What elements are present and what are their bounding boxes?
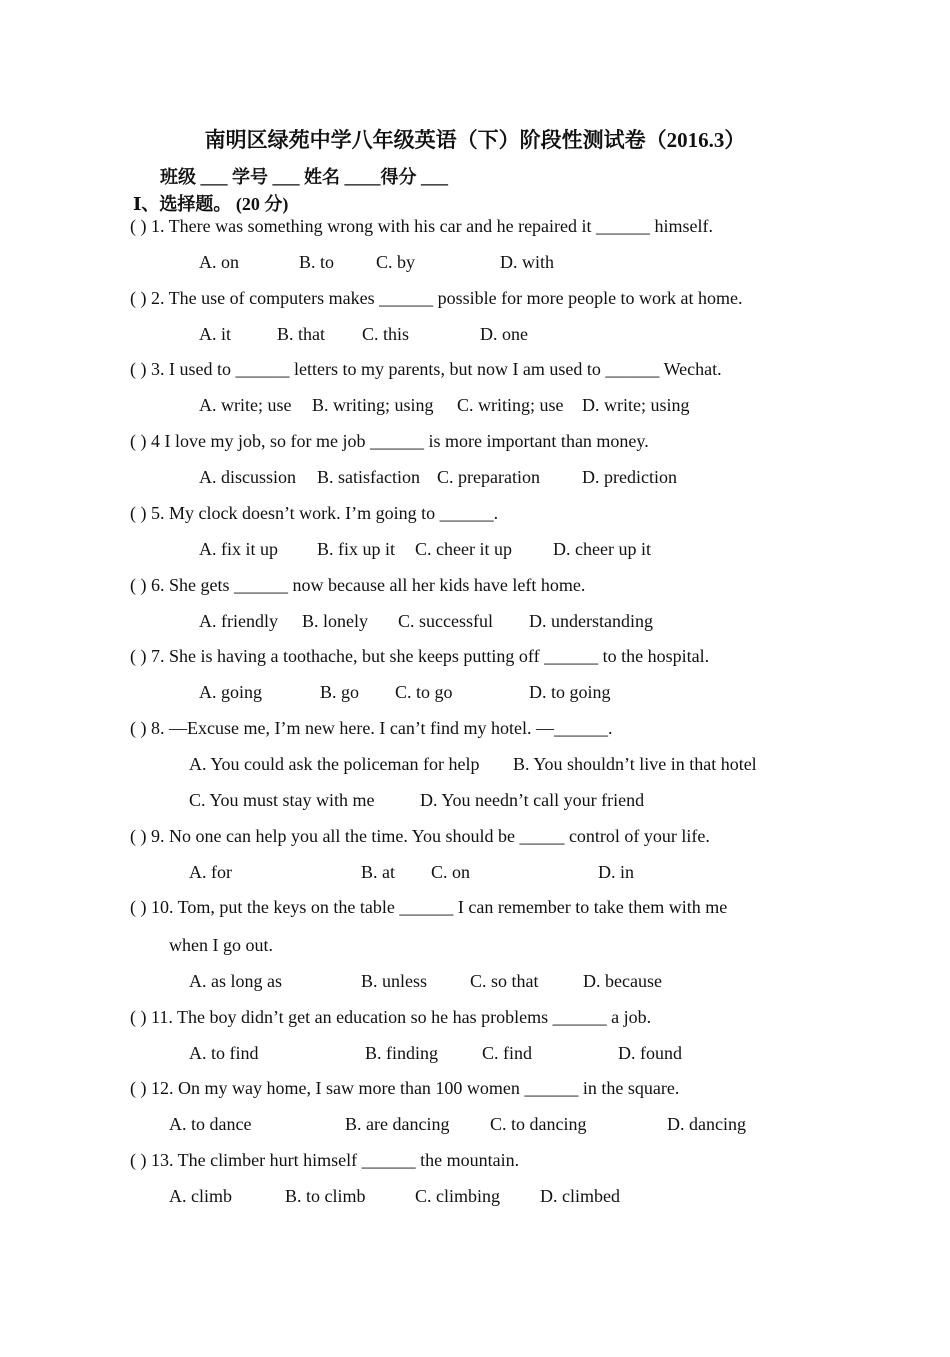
question-3-option-d: D. write; using [582,395,690,415]
question-11-stem: ( ) 11. The boy didn’t get an education so he has problems ______ a job. [130,1007,652,1027]
question-3-option-b: B. writing; using [312,395,434,415]
question-9-option-d: D. in [598,862,634,882]
question-6-option-d: D. understanding [529,611,653,631]
question-7-option-b: B. go [320,682,360,702]
question-7-option-d: D. to going [529,682,611,702]
section-heading: Ⅰ、选择题。 (20 分) [133,194,289,214]
question-2-option-d: D. one [480,324,528,344]
question-2-stem: ( ) 2. The use of computers makes ______ possible for more people to work at home. [130,288,743,308]
question-3-option-c: C. writing; use [457,395,564,415]
question-10-option-a: A. as long as [189,971,282,991]
question-12-option-a: A. to dance [169,1114,252,1134]
question-5-option-b: B. fix up it [317,539,396,559]
student-info-line: 班级 ___ 学号 ___ 姓名 ____得分 ___ [160,167,448,187]
question-13-option-d: D. climbed [540,1186,620,1206]
question-13-option-c: C. climbing [415,1186,500,1206]
question-13-stem: ( ) 13. The climber hurt himself ______ the mountain. [130,1150,520,1170]
page-title: 南明区绿苑中学八年级英语（下）阶段性测试卷（2016.3） [204,128,746,152]
question-12-option-d: D. dancing [667,1114,746,1134]
question-7-stem: ( ) 7. She is having a toothache, but she keeps putting off ______ to the hospital. [130,646,710,666]
question-8-option-a: A. You could ask the policeman for help [189,754,480,774]
question-9-stem: ( ) 9. No one can help you all the time. You should be _____ control of your life. [130,826,710,846]
question-7-option-c: C. to go [395,682,453,702]
question-1-option-c: C. by [376,252,416,272]
question-11-option-a: A. to find [189,1043,259,1063]
question-8-option-b: B. You shouldn’t live in that hotel [513,754,757,774]
question-6-option-a: A. friendly [199,611,278,631]
question-3-option-a: A. write; use [199,395,292,415]
question-1-option-d: D. with [500,252,554,272]
question-13-option-a: A. climb [169,1186,232,1206]
question-4-option-b: B. satisfaction [317,467,420,487]
question-4-option-a: A. discussion [199,467,297,487]
question-6-option-b: B. lonely [302,611,368,631]
question-12-option-b: B. are dancing [345,1114,450,1134]
question-11-option-d: D. found [618,1043,682,1063]
question-1-option-a: A. on [199,252,239,272]
question-5-option-c: C. cheer it up [415,539,512,559]
question-8-option-d: D. You needn’t call your friend [420,790,645,810]
question-1-option-b: B. to [299,252,335,272]
question-8-option-c: C. You must stay with me [189,790,375,810]
question-9-option-a: A. for [189,862,232,882]
question-4-option-d: D. prediction [582,467,677,487]
question-11-option-b: B. finding [365,1043,439,1063]
question-5-stem: ( ) 5. My clock doesn’t work. I’m going to ______. [130,503,499,523]
question-11-option-c: C. find [482,1043,533,1063]
question-10-option-d: D. because [583,971,662,991]
question-5-option-d: D. cheer up it [553,539,651,559]
question-2-option-c: C. this [362,324,410,344]
question-4-option-c: C. preparation [437,467,540,487]
question-4-stem: ( ) 4 I love my job, so for me job ______ is more important than money. [130,431,649,451]
question-2-option-a: A. it [199,324,232,344]
question-1-stem: ( ) 1. There was something wrong with his car and he repaired it ______ himself. [130,216,714,236]
question-13-option-b: B. to climb [285,1186,366,1206]
question-6-option-c: C. successful [398,611,493,631]
question-9-option-b: B. at [361,862,395,882]
question-2-option-b: B. that [277,324,325,344]
question-10-stem: ( ) 10. Tom, put the keys on the table ______ I can remember to take them with me [130,897,728,917]
question-10-option-b: B. unless [361,971,428,991]
question-12-stem: ( ) 12. On my way home, I saw more than 100 women ______ in the square. [130,1078,680,1098]
question-8-stem: ( ) 8. —Excuse me, I’m new here. I can’t find my hotel. —______. [130,718,613,738]
question-10-option-c: C. so that [470,971,539,991]
question-5-option-a: A. fix it up [199,539,278,559]
question-6-stem: ( ) 6. She gets ______ now because all her kids have left home. [130,575,586,595]
question-12-option-c: C. to dancing [490,1114,587,1134]
question-10-stem-continued: when I go out. [169,935,273,955]
question-3-stem: ( ) 3. I used to ______ letters to my parents, but now I am used to ______ Wechat. [130,359,722,379]
question-9-option-c: C. on [431,862,471,882]
question-7-option-a: A. going [199,682,262,702]
